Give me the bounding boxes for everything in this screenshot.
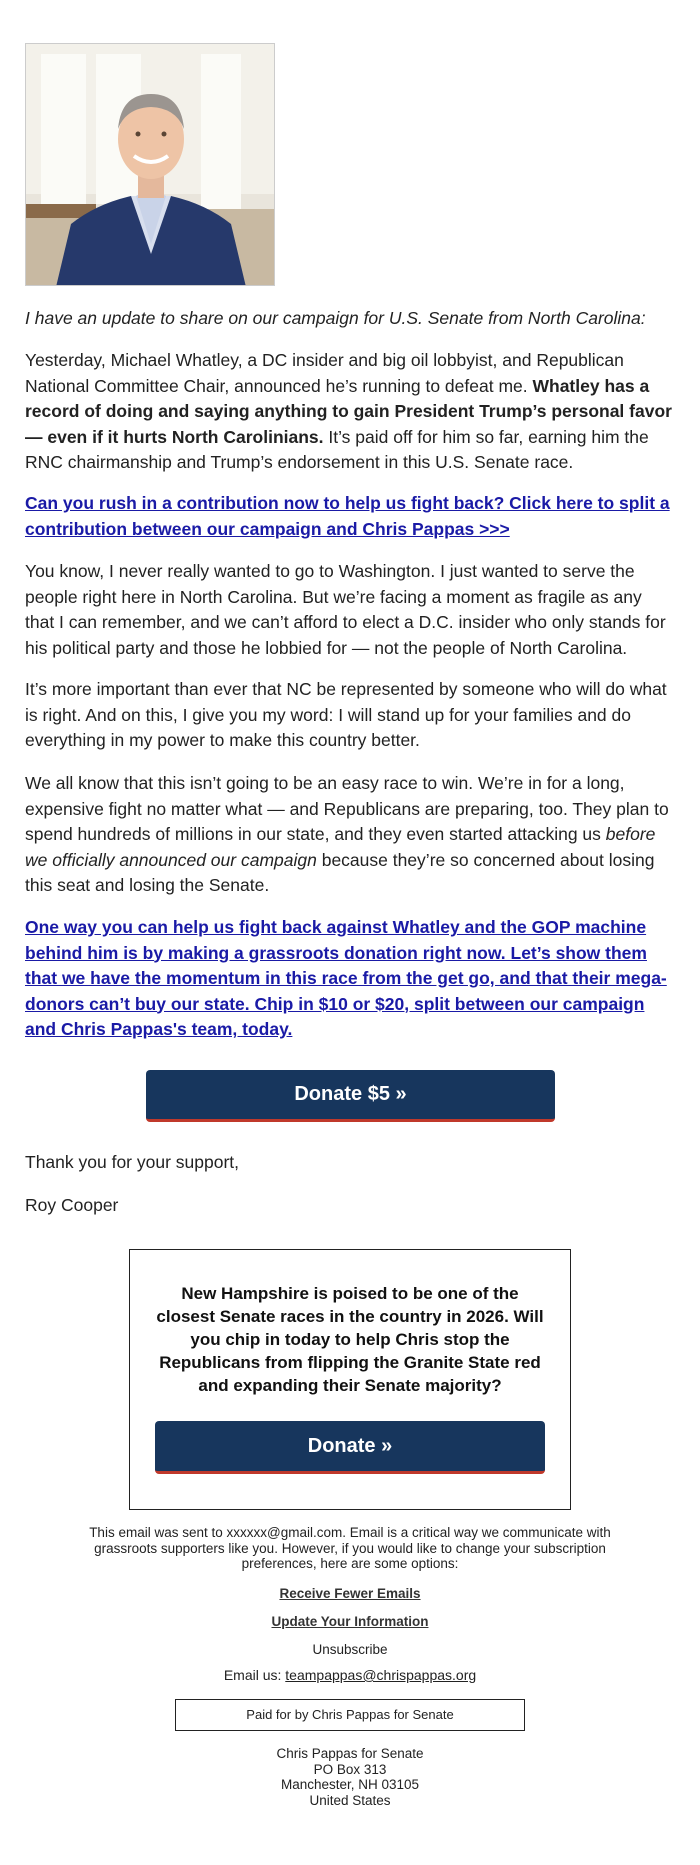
footer-address (60, 1746, 640, 1808)
grassroots-link-paragraph (25, 915, 675, 1043)
callout-text: New Hampshire is poised to be one of the closest Senate races in the country in 2026. Will you chip in today to help Chris stop the Republicans from flipping the Granite State red and expanding their Senate majority? (156, 1284, 544, 1395)
paragraph-1-text-a: Yesterday, Michael Whatley, a DC insider and big oil lobbyist, and Republican National Committee Chair, announced he’s running to defeat me. (25, 350, 624, 396)
paragraph-4-text-b: because they’re so concerned about losing this seat and losing the Senate. (25, 849, 655, 895)
intro-text: I have an update to share on our campaign for U.S. Senate from North Carolina: (25, 308, 646, 328)
contribution-link-paragraph (25, 491, 675, 542)
address-line-3: Manchester, NH 03105 (280, 1777, 420, 1792)
address-line-4: United States (309, 1792, 391, 1808)
candidate-photo-illustration (26, 44, 275, 286)
contribution-link[interactable]: Can you rush in a contribution now to help us fight back? Click here to split a contribution between our campaign and Chris Pappas >>> (25, 493, 670, 539)
address-line-1: Chris Pappas for Senate (276, 1746, 424, 1761)
signature: Roy Cooper (25, 1195, 119, 1215)
paragraph-1-text-b: It’s paid off for him so far, earning him the RNC chairmanship and Trump’s endorsement in this U.S. Senate race. (25, 426, 649, 472)
paragraph-4 (25, 771, 675, 899)
footer-email-us (60, 1668, 640, 1684)
footer-unsubscribe (60, 1642, 640, 1658)
email-label: Email us: (223, 1667, 286, 1683)
paragraph-1-bold: Whatley has a record of doing and saying anything to gain President Trump’s personal favor — even if it hurts North Carolinians. (25, 375, 672, 447)
paragraph-4-italic: before we officially announced our campaign (25, 824, 656, 870)
unsubscribe-link[interactable]: Unsubscribe (312, 1642, 388, 1657)
footer-note: This email was sent to xxxxxx@gmail.com. Email is a critical way we communicate with grassroots supporters like you. However, if you would like to change your subscription preferences, here are some options: (89, 1525, 611, 1571)
callout-donate-button[interactable]: Donate » (155, 1421, 545, 1474)
paragraph-2: You know, I never really wanted to go to Washington. I just wanted to serve the people right here in North Carolina. But we’re facing a moment as fragile as any that I can remember, and we can’t afford to elect a D.C. insider who only stands for his political party and those he lobbied for — not the people of North Carolina. (25, 561, 666, 658)
receive-fewer-emails-link[interactable]: Receive Fewer Emails (279, 1586, 421, 1601)
candidate-photo (25, 43, 275, 286)
email-link[interactable]: teampappas@chrispappas.org (285, 1667, 477, 1683)
donate-5-button[interactable]: Donate $5 » (146, 1070, 555, 1122)
paid-for-box: Paid for by Chris Pappas for Senate (175, 1699, 525, 1731)
grassroots-donation-link[interactable]: One way you can help us fight back against Whatley and the GOP machine behind him is by making a grassroots donation right now. Let’s show them that we have the momentum in this race from the get go, and that their mega-donors can’t buy our state. Chip in $10 or $20, split between our campaign and Chris Pappas's team, today. (25, 917, 667, 1039)
callout-box (129, 1249, 571, 1510)
paragraph-1 (25, 348, 675, 476)
paragraph-4-text-a: We all know that this isn’t going to be an easy race to win. We’re in for a long, expensive fight no matter what — and Republicans are preparing, too. They plan to spend hundreds of millions in our state, and they even started attacking us (25, 773, 669, 844)
paragraph-3: It’s more important than ever that NC be represented by someone who will do what is right. And on this, I give you my word: I will stand up for your families and do everything in my power to make this country better. (25, 679, 667, 750)
thanks-text: Thank you for your support, (25, 1152, 239, 1172)
footer-fewer-emails (60, 1586, 640, 1602)
footer-update-info (60, 1614, 640, 1630)
update-information-link[interactable]: Update Your Information (271, 1614, 429, 1629)
address-line-2: PO Box 313 (313, 1761, 387, 1777)
